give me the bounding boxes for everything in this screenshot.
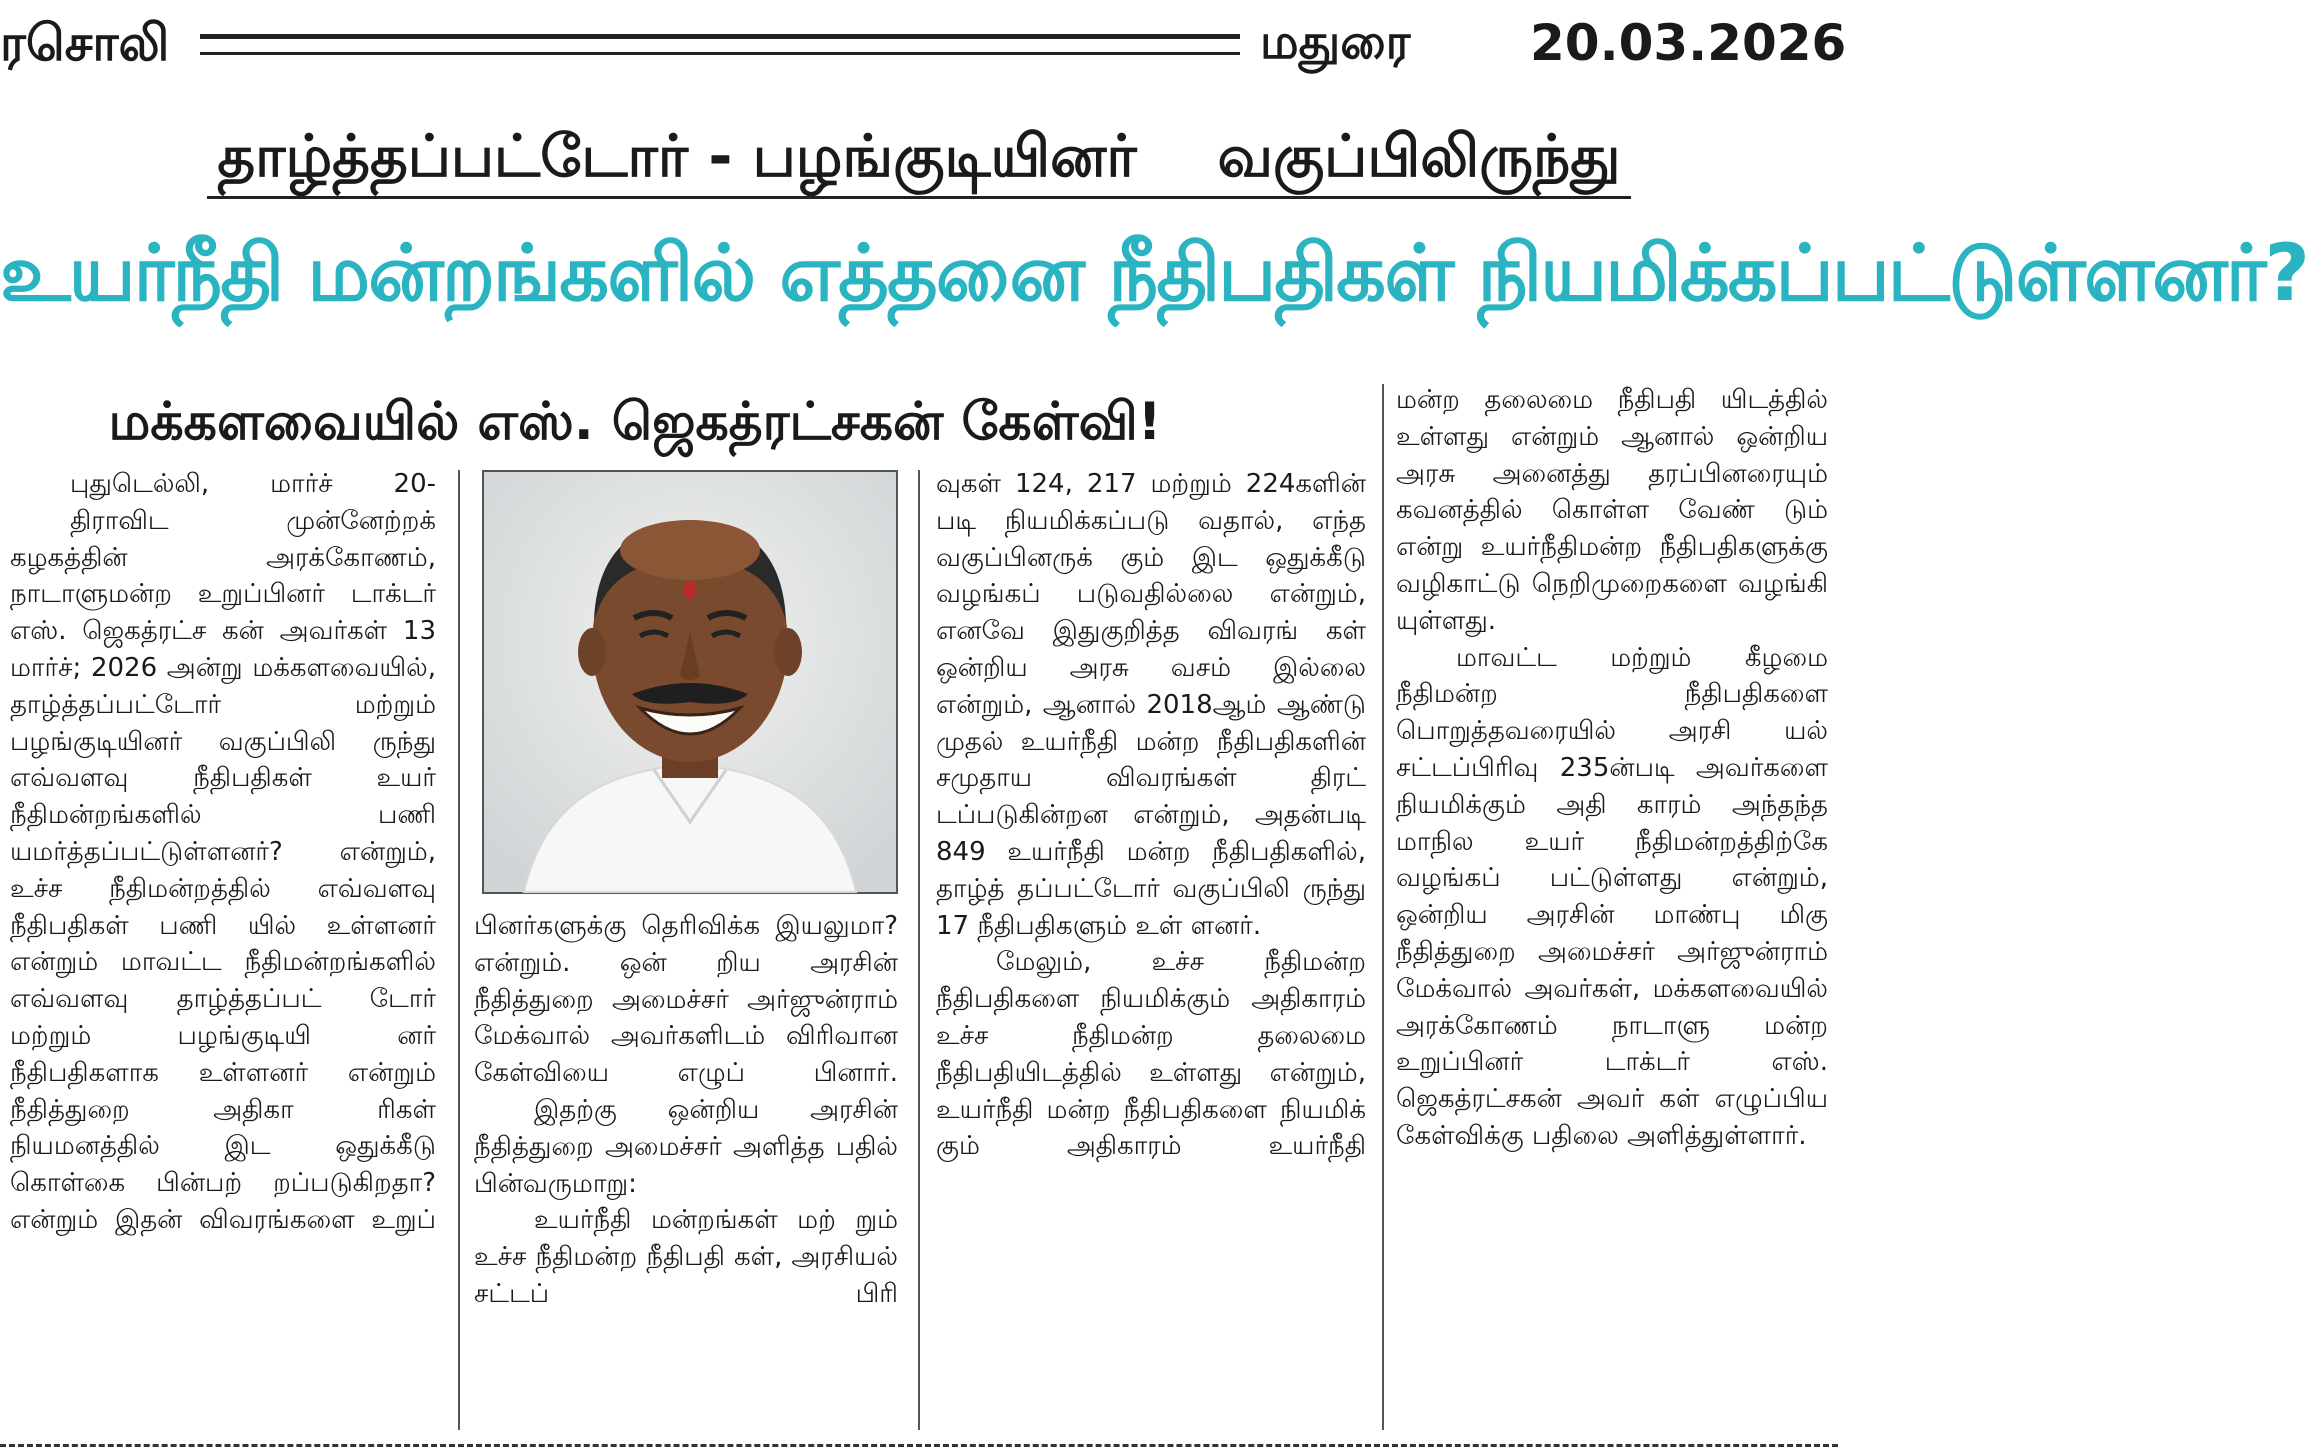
edition-city: மதுரை <box>1260 14 1411 70</box>
body-paragraph: மாவட்ட மற்றும் கீழமை நீதிமன்ற நீதிபதிகளை பொறுத்தவரையில் அரசி யல் சட்டப்பிரிவு 235ன்படி அவர்களை நியமிக்கும் அதி காரம் அந்தந்த மாநில உயர் நீதிமன்றத்திற்கே வழங்கப் பட்டுள்ளது என்றும், ஒன்றிய அரசின் மாண்பு மிகு நீதித்துறை அமைச்சர் அர்ஜுன்ராம் மேக்வால் அவர்கள், மக்களவையில் அரக்கோணம் நாடாளு மன்ற உறுப்பினர் டாக்டர் எஸ். ஜெகத்ரட்சகன் அவர் கள் எழுப்பிய கேள்விக்கு பதிலை அளித்துள்ளார். <box>1396 642 1828 1151</box>
mp-photo <box>482 470 898 894</box>
bottom-dashed-rule <box>0 1444 1838 1447</box>
edition-date: 20.03.2026 <box>1530 14 1847 72</box>
column-divider <box>458 470 460 1430</box>
column-3 <box>936 466 1366 1165</box>
kicker <box>0 122 1838 198</box>
column-4 <box>1396 382 1828 1155</box>
body-paragraph: மேலும், உச்ச நீதிமன்ற நீதிபதிகளை நியமிக்கும் அதிகாரம் உச்ச நீதிமன்ற தலைமை நீதிபதியிடத்தில் உள்ளது என்றும், உயர்நீதி மன்ற நீதிபதிகளை நியமிக் கும் அதிகாரம் உயர்நீதி <box>936 947 1366 1162</box>
masthead-double-rule <box>200 34 1240 55</box>
body-paragraph: உயர்நீதி மன்றங்கள் மற் றும் உச்ச நீதிமன்ற நீதிபதி கள், அரசியல் சட்டப் பிரி <box>474 1205 898 1309</box>
column-2 <box>474 908 898 1313</box>
kicker-text: தாழ்த்தப்பட்டோர் - பழங்குடியினர் வகுப்பிலிருந்து <box>207 122 1630 199</box>
body-paragraph: வுகள் 124, 217 மற்றும் 224களின் படி நியமிக்கப்படு வதால், எந்த வகுப்பினருக் கும் இட ஒதுக்கீடு வழங்கப் படுவதில்லை என்றும், எனவே இதுகுறித்த விவரங் கள் ஒன்றிய அரசு வசம் இல்லை என்றும், ஆனால் 2018ஆம் ஆண்டு முதல் உயர்நீதி மன்ற நீதிபதிகளின் சமுதாய விவரங்கள் திரட் டப்படுகின்றன என்றும், அதன்படி 849 உயர்நீதி மன்ற நீதிபதிகளில், தாழ்த் தப்பட்டோர் வகுப்பிலி ருந்து 17 நீதிபதிகளும் உள் ளனர். <box>936 469 1366 941</box>
headline: உயர்நீதி மன்றங்களில் எத்தனை நீதிபதிகள் நியமிக்கப்பட்டுள்ளனர்? <box>0 229 2308 319</box>
subhead: மக்களவையில் எஸ். ஜெகத்ரட்சகன் கேள்வி! <box>108 392 1162 452</box>
portrait-image <box>484 472 896 892</box>
column-divider <box>1382 384 1384 1430</box>
masthead <box>0 14 1847 74</box>
column-divider <box>918 470 920 1430</box>
newspaper-name: ரசொலி <box>0 14 170 72</box>
body-paragraph: இதற்கு ஒன்றிய அரசின் நீதித்துறை அமைச்சர் அளித்த பதில் பின்வருமாறு: <box>474 1094 898 1199</box>
body-paragraph: மன்ற தலைமை நீதிபதி யிடத்தில் உள்ளது என்றும் ஆனால் ஒன்றிய அரசு அனைத்து தரப்பினரையும் கவனத்தில் கொள்ள வேண் டும் என்று உயர்நீதிமன்ற நீதிபதிகளுக்கு வழிகாட்டு நெறிமுறைகளை வழங்கி யுள்ளது. <box>1396 385 1828 636</box>
dateline: புதுடெல்லி, மார்ச் 20- <box>70 469 436 499</box>
column-1 <box>10 466 436 1239</box>
body-paragraph: திராவிட முன்னேற்றக் கழகத்தின் அரக்கோணம், நாடாளுமன்ற உறுப்பினர் டாக்டர் எஸ். ஜெகத்ரட்ச கன் அவர்கள் 13 மார்ச்; 2026 அன்று மக்களவையில், தாழ்த்தப்பட்டோர் மற்றும் பழங்குடியினர் வகுப்பிலி ருந்து எவ்வளவு நீதிபதிகள் உயர் நீதிமன்றங்களில் பணி யமர்த்தப்பட்டுள்ளனர்? என்றும், உச்ச நீதிமன்றத்தில் எவ்வளவு நீதிபதிகள் பணி யில் உள்ளனர் என்றும் மாவட்ட நீதிமன்றங்களில் எவ்வளவு தாழ்த்தப்பட் டோர் மற்றும் பழங்குடியி னர் நீதிபதிகளாக உள்ளனர் என்றும் நீதித்துறை அதிகா ரிகள் நியமனத்தில் இட ஒதுக்கீடு கொள்கை பின்பற் றப்படுகிறதா? என்றும் இதன் விவரங்களை உறுப் <box>10 505 436 1235</box>
body-paragraph: பினர்களுக்கு தெரிவிக்க இயலுமா? என்றும். ஒன் றிய அரசின் நீதித்துறை அமைச்சர் அர்ஜுன்ராம் மேக்வால் அவர்களிடம் விரிவான கேள்வியை எழுப் பினார். <box>474 911 898 1089</box>
